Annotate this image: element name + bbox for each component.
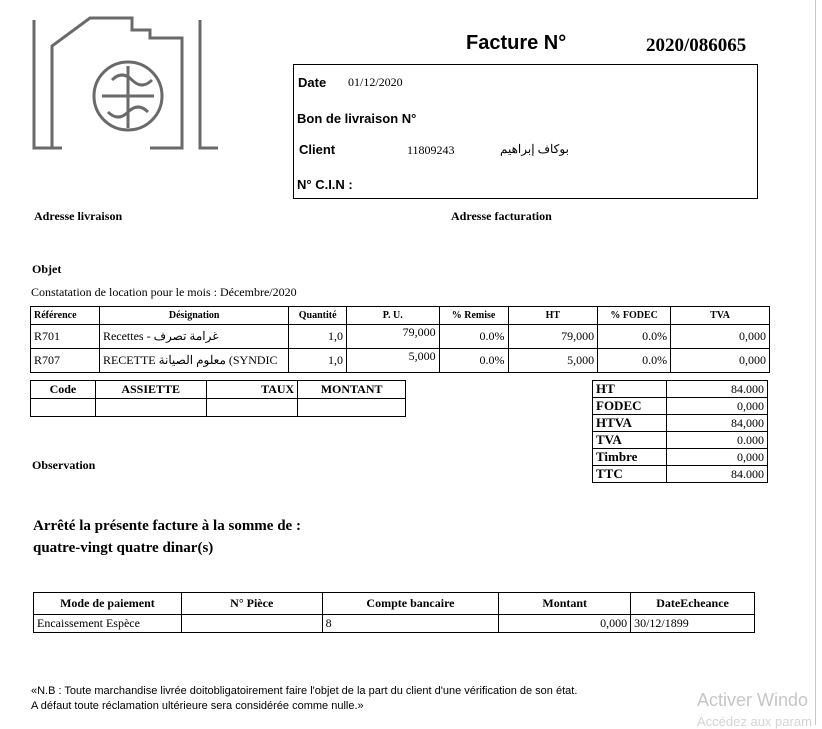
total-value: 84.000 (666, 466, 767, 483)
col-num-piece: N° Pièce (181, 593, 322, 615)
table-row (34, 615, 755, 633)
total-row (593, 381, 768, 398)
col-ht: HT (508, 307, 598, 325)
amount-in-words: quatre-vingt quatre dinar(s) (33, 540, 214, 556)
col-taux: TAUX (206, 381, 298, 399)
col-pu: P. U. (346, 307, 439, 325)
table-row (31, 349, 770, 373)
col-mode-paiement: Mode de paiement (34, 593, 182, 615)
observation-label: Observation (32, 458, 96, 472)
note-line2: A défaut toute réclamation ultérieure sera considérée comme nulle.» (31, 700, 364, 712)
col-reference: Référence (31, 307, 100, 325)
company-logo (32, 8, 224, 168)
adresse-livraison-label: Adresse livraison (34, 209, 123, 223)
payment-table (33, 592, 755, 633)
cell-tva: 0,000 (671, 325, 770, 349)
cell-reference: R701 (31, 325, 100, 349)
cell-tva: 0,000 (671, 349, 770, 373)
total-label: TTC (593, 466, 667, 483)
col-quantite: Quantité (289, 307, 347, 325)
total-label: HTVA (593, 415, 667, 432)
table-header-row (31, 381, 406, 399)
table-row (31, 399, 406, 417)
date-value: 01/12/2020 (348, 75, 403, 89)
col-date-echeance: DateEcheance (631, 593, 755, 615)
col-fodec: % FODEC (598, 307, 671, 325)
col-assiette: ASSIETTE (95, 381, 206, 399)
cin-label: N° C.I.N : (297, 177, 353, 192)
total-label: Timbre (593, 449, 667, 466)
cell-designation: Recettes - غرامة تصرف (99, 325, 288, 349)
cell-empty (298, 399, 406, 417)
invoice-number: 2020/086065 (646, 35, 747, 56)
cell-montant: 0,000 (499, 615, 631, 633)
cell-remise: 0.0% (439, 349, 508, 373)
cell-empty (95, 399, 206, 417)
total-row (593, 432, 768, 449)
page-edge (815, 0, 816, 725)
cell-fodec: 0.0% (598, 349, 671, 373)
adresse-facturation-label: Adresse facturation (451, 209, 552, 223)
cell-quantite: 1,0 (289, 325, 347, 349)
date-label: Date (298, 75, 327, 90)
activation-watermark: Activer Windo (697, 690, 809, 710)
arrete-line1: Arrêté la présente facture à la somme de : (33, 518, 301, 534)
table-header-row (34, 593, 755, 615)
bon-livraison-label: Bon de livraison N° (297, 111, 417, 126)
col-designation: Désignation (99, 307, 288, 325)
cell-pu: 5,000 (346, 349, 439, 373)
cell-remise: 0.0% (439, 325, 508, 349)
col-tva: TVA (671, 307, 770, 325)
table-header-row (31, 307, 770, 325)
table-row (31, 325, 770, 349)
objet-label: Objet (32, 262, 62, 276)
total-row (593, 415, 768, 432)
total-row (593, 466, 768, 483)
total-row (593, 398, 768, 415)
col-montant: MONTANT (298, 381, 406, 399)
cell-ht: 5,000 (508, 349, 598, 373)
cell-empty (31, 399, 96, 417)
total-value: 0.000 (666, 432, 767, 449)
cell-pu: 79,000 (346, 325, 439, 349)
total-label: HT (593, 381, 667, 398)
cell-quantite: 1,0 (289, 349, 347, 373)
invoice-title: Facture N° (466, 32, 567, 54)
col-montant: Montant (499, 593, 631, 615)
total-value: 84,000 (666, 415, 767, 432)
cell-num-piece (181, 615, 322, 633)
total-value: 0,000 (666, 449, 767, 466)
cell-date-echeance: 30/12/1899 (631, 615, 755, 633)
col-code: Code (31, 381, 96, 399)
total-value: 0,000 (666, 398, 767, 415)
cell-reference: R707 (31, 349, 100, 373)
cell-designation: RECETTE معلوم الصيانة (SYNDIC (99, 349, 288, 373)
total-value: 84.000 (666, 381, 767, 398)
invoice-lines-table (30, 306, 770, 373)
total-row (593, 449, 768, 466)
tax-table (30, 380, 406, 417)
note-line1: «N.B : Toute marchandise livrée doitobligatoirement faire l'objet de la part du client d'une vérification de son état. (31, 685, 578, 697)
col-compte-bancaire: Compte bancaire (322, 593, 499, 615)
col-remise: % Remise (439, 307, 508, 325)
objet-text: Constatation de location pour le mois : Décembre/2020 (31, 285, 297, 299)
total-label: TVA (593, 432, 667, 449)
activation-watermark-sub: Accédez aux param (697, 714, 812, 729)
cell-mode-paiement: Encaissement Espèce (34, 615, 182, 633)
cell-empty (206, 399, 298, 417)
cell-fodec: 0.0% (598, 325, 671, 349)
totals-table (592, 380, 768, 483)
client-label: Client (299, 142, 336, 157)
client-code: 11809243 (407, 143, 455, 157)
total-label: FODEC (593, 398, 667, 415)
cell-compte-bancaire: 8 (322, 615, 499, 633)
cell-ht: 79,000 (508, 325, 598, 349)
client-name: بوكاف إبراهيم (500, 142, 569, 156)
